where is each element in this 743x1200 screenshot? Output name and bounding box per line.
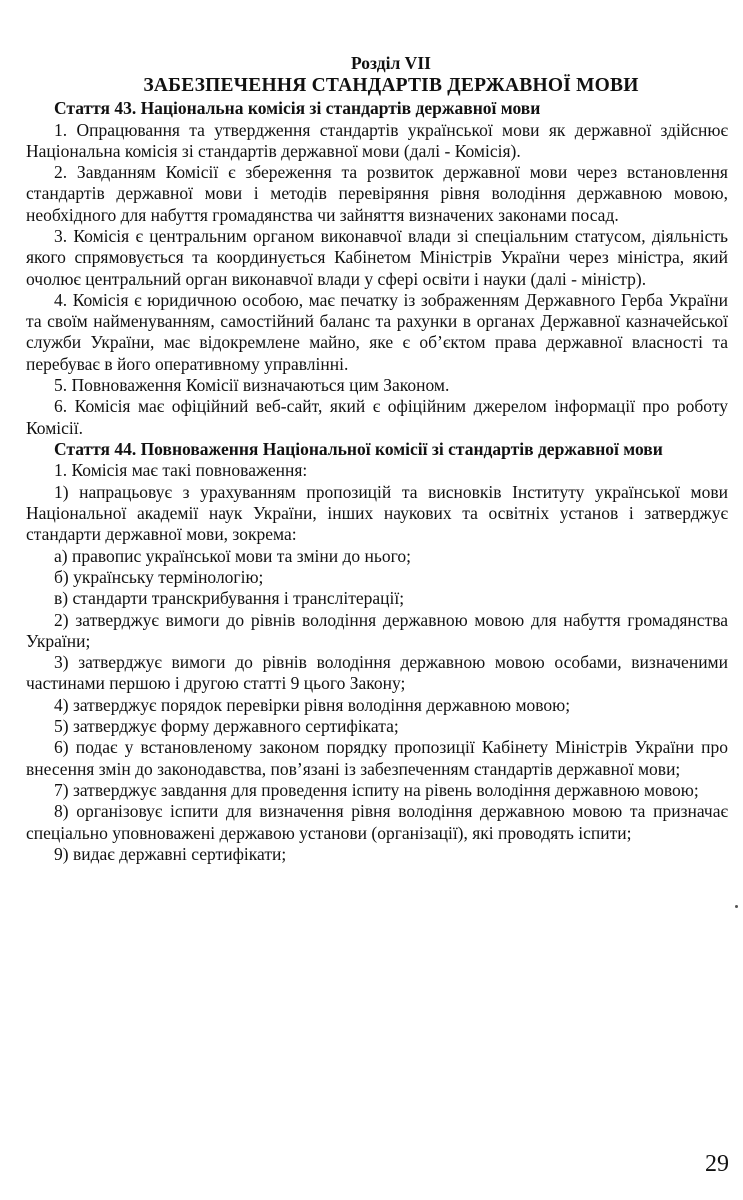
paragraph: 2. Завданням Комісії є збереження та розвиток державної мови через встановлення стандартів державної мови і методів перевіряння рівня володіння державною мовою, необхідного для набуття громадянства чи зайняття визначених законами посад.: [26, 162, 728, 225]
section-number: Розділ VII: [351, 53, 431, 73]
paragraph: 1. Комісія має такі повноваження:: [54, 460, 308, 481]
sub-list-item: б) українську термінологію;: [54, 566, 264, 587]
article-43-heading: Стаття 43. Національна комісія зі стандартів державної мови: [54, 98, 541, 118]
paragraph: 1. Опрацювання та утвердження стандартів української мови як державної здійснює Національна комісія зі стандартів державної мови (далі - Комісія).: [26, 119, 728, 161]
list-item: 2) затверджує вимоги до рівнів володіння державною мовою для набуття громадянства України;: [26, 609, 728, 651]
article-43: [26, 98, 728, 439]
section-title: ЗАБЕЗПЕЧЕННЯ СТАНДАРТІВ ДЕРЖАВНОЇ МОВИ: [143, 75, 639, 96]
list-item: 3) затверджує вимоги до рівнів володіння державною мовою особами, визначеними частинами першою і другою статті 9 цього Закону;: [26, 652, 728, 694]
document-page: [26, 52, 728, 865]
article-44-heading: Стаття 44. Повноваження Національної комісії зі стандартів державної мови: [54, 438, 663, 459]
paragraph: 5. Повноваження Комісії визначаються цим Законом.: [54, 375, 450, 396]
list-item: 1) напрацьовує з урахуванням пропозицій та висновків Інституту української мови Національної академії наук України, інших наукових та освітніх установ і затверджує стандарти державної мови, зокрема:: [26, 481, 728, 545]
article-44: [26, 439, 728, 865]
scan-artifact-dot: [735, 905, 738, 908]
page-number: 29: [705, 1151, 729, 1177]
sub-list-item: а) правопис української мови та зміни до нього;: [54, 545, 411, 566]
list-item: 9) видає державні сертифікати;: [54, 843, 287, 864]
list-item: 8) організовує іспити для визначення рівня володіння державною мовою та призначає спеціально уповноважені державою установи (організації), які проводять іспити;: [26, 801, 728, 843]
paragraph: 4. Комісія є юридичною особою, має печатку із зображенням Державного Герба України та своїм найменуванням, самостійний баланс та рахунки в органах Державної казначейської служби України, має відокремлене майно, яке є об’єктом права державної власності та перебуває в його оперативному управлінні.: [26, 289, 728, 374]
paragraph: 6. Комісія має офіційний веб-сайт, який є офіційним джерелом інформації про роботу Комісії.: [26, 396, 728, 438]
paragraph: 3. Комісія є центральним органом виконавчої влади зі спеціальним статусом, діяльність якого спрямовується та координується Кабінетом Міністрів України через міністра, який очолює центральний орган виконавчої влади у сфері освіти і науки (далі - міністр).: [26, 225, 728, 289]
sub-list-item: в) стандарти транскрибування і транслітерації;: [54, 588, 405, 609]
list-item: 6) подає у встановленому законом порядку пропозиції Кабінету Міністрів України про внесення змін до законодавства, пов’язані із забезпеченням стандартів державної мови;: [26, 737, 728, 779]
list-item: 5) затверджує форму державного сертифіката;: [54, 716, 399, 737]
list-item: 4) затверджує порядок перевірки рівня володіння державною мовою;: [54, 694, 571, 715]
list-item: 7) затверджує завдання для проведення іспиту на рівень володіння державною мовою;: [54, 779, 699, 800]
